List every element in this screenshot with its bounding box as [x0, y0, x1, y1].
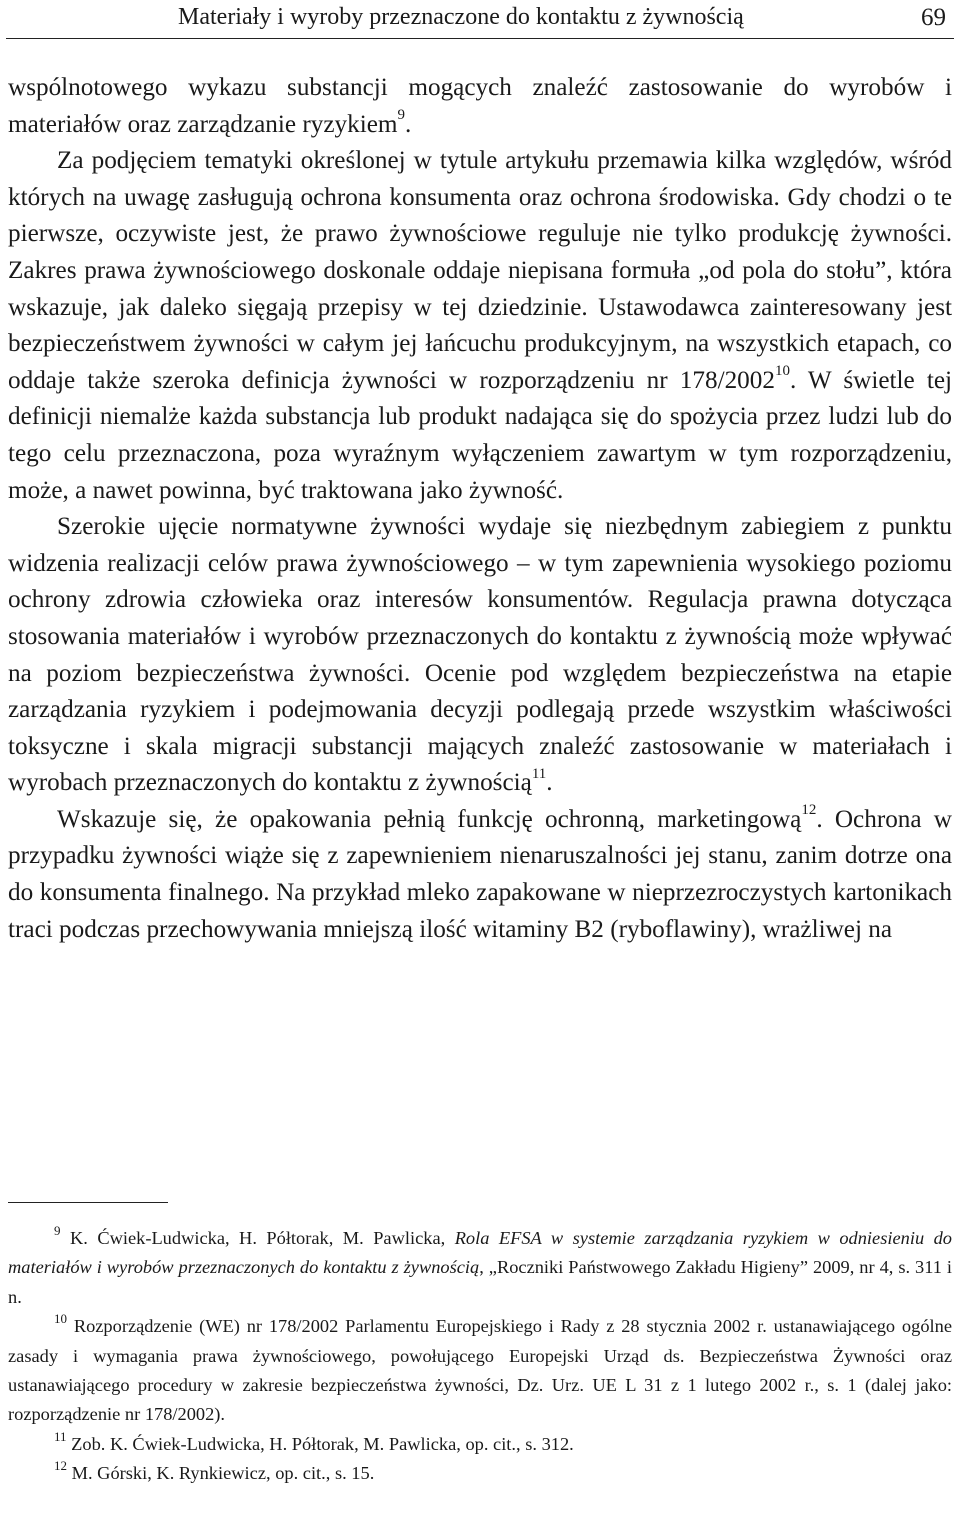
footnote-9: [8, 1224, 952, 1312]
paragraph-4: [8, 802, 952, 948]
footnote-9-number: 9: [54, 1222, 61, 1238]
footnote-9-authors: K. Ćwiek-Ludwicka, H. Półtorak, M. Pawlicka,: [69, 1228, 455, 1248]
page-number: 69: [921, 4, 946, 31]
paragraph-2-text: Za podjęciem tematyki określonej w tytule artykułu przemawia kilka względów, wśród których na uwagę zasługują ochrona konsumenta oraz ochrona środowiska. Gdy chodzi o te pierwsze, oczywiste jest, że prawo żywnościowe reguluje nie tylko produkcję żywności. Zakres prawa żywnościowego doskonale oddaje niepisana formuła „od pola do stołu”, która wskazuje, jak daleko sięgają przepisy w tej dziedzinie. Ustawodawca zainteresowany jest bezpieczeństwem żywności w całym jej łańcuchu produkcyjnym, na wszystkich etapach, co oddaje także szeroka definicja żywności w rozporządzeniu nr 178/2002: [8, 147, 952, 394]
footnote-11: [8, 1430, 952, 1459]
running-title: Materiały i wyroby przeznaczone do kontaktu z żywnością: [178, 4, 744, 30]
footnote-10-number: 10: [54, 1311, 67, 1327]
footnote-10: [8, 1312, 952, 1430]
footnote-ref-10[interactable]: 10: [774, 363, 790, 380]
running-header: [6, 0, 954, 39]
paragraph-3: [8, 509, 952, 802]
footnote-separator: [8, 1202, 168, 1203]
paragraph-2: [8, 143, 952, 509]
footnote-12-text: M. Górski, K. Rynkiewicz, op. cit., s. 15.: [71, 1463, 375, 1484]
footnote-9-title: Rola EFSA w systemie zarządzania ryzykiem w odniesieniu do materiałów i wyrobów przeznaczonych do kontaktu z żywnością: [8, 1228, 952, 1278]
paragraph-4-end: . Ochrona w przypadku żywności wiąże się z zapewnieniem nienaruszalności jej stanu, zanim dotrze ona do konsumenta finalnego. Na przykład mleko zapakowane w nieprzezroczystych kartonikach traci podczas przechowywania mniejszą ilość witaminy B2 (ryboflawiny), wrażliwej na: [8, 805, 952, 943]
paragraph-3-text: Szerokie ujęcie normatywne żywności wydaje się niezbędnym zabiegiem z punktu widzenia realizacji celów prawa żywnościowego – w tym zapewnienia wysokiego poziomu ochrony zdrowia człowieka oraz interesów konsumentów. Regulacja prawna dotycząca stosowania materiałów i wyrobów przeznaczonych do kontaktu z żywnością może wpływać na poziom bezpieczeństwa żywności. Ocenie pod względem bezpieczeństwa na etapie zarządzania ryzykiem i podejmowania decyzji podlegają przede wszystkim właściwości toksyczne i skala migracji substancji mających znaleźć zastosowanie w materiałach i wyrobach przeznaczonych do kontaktu z żywnością: [8, 513, 952, 797]
main-text: [8, 70, 952, 948]
paragraph-4-text: Wskazuje się, że opakowania pełnią funkcję ochronną, marketingową: [57, 805, 802, 833]
paragraph-3-end: .: [546, 769, 553, 797]
footnote-11-number: 11: [54, 1428, 67, 1444]
paragraph-1: [8, 70, 952, 143]
footnote-12: [8, 1459, 952, 1488]
footnote-9-source: , „Roczniki Państwowego Zakładu Higieny” 2009, nr 4, s. 311 i n.: [8, 1257, 952, 1307]
paragraph-2-end: . W świetle tej definicji niemalże każda substancja lub produkt nadająca się do spożycia przez ludzi lub do tego celu przeznaczona, poza wyraźnym wyłączeniem zawartym w tym rozporządzeniu, może, a nawet powinna, być traktowana jako żywność.: [8, 366, 952, 504]
footnote-12-number: 12: [54, 1458, 67, 1474]
paragraph-1-end: .: [404, 110, 412, 138]
paragraph-1-text: wspólnotowego wykazu substancji mogących znaleźć zastosowanie do wyrobów i materiałów oraz zarządzanie ryzykiem: [8, 74, 952, 138]
footnotes: [8, 1224, 952, 1489]
footnote-ref-9[interactable]: 9: [397, 107, 405, 124]
footnote-ref-12[interactable]: 12: [801, 802, 817, 819]
footnote-10-text: Rozporządzenie (WE) nr 178/2002 Parlamentu Europejskiego i Rady z 28 stycznia 2002 r. ustanawiającego ogólne zasady i wymagania prawa żywnościowego, powołującego Europejski Urząd ds. Bezpieczeństwa Żywności oraz ustanawiającego procedury w zakresie bezpieczeństwa żywności, Dz. Urz. UE L 31 z 1 lutego 2002 r., s. 1 (dalej jako: rozporządzenie nr 178/2002).: [8, 1316, 952, 1425]
footnote-11-text: Zob. K. Ćwiek-Ludwicka, H. Półtorak, M. Pawlicka, op. cit., s. 312.: [71, 1433, 574, 1454]
footnote-ref-11[interactable]: 11: [531, 765, 547, 782]
